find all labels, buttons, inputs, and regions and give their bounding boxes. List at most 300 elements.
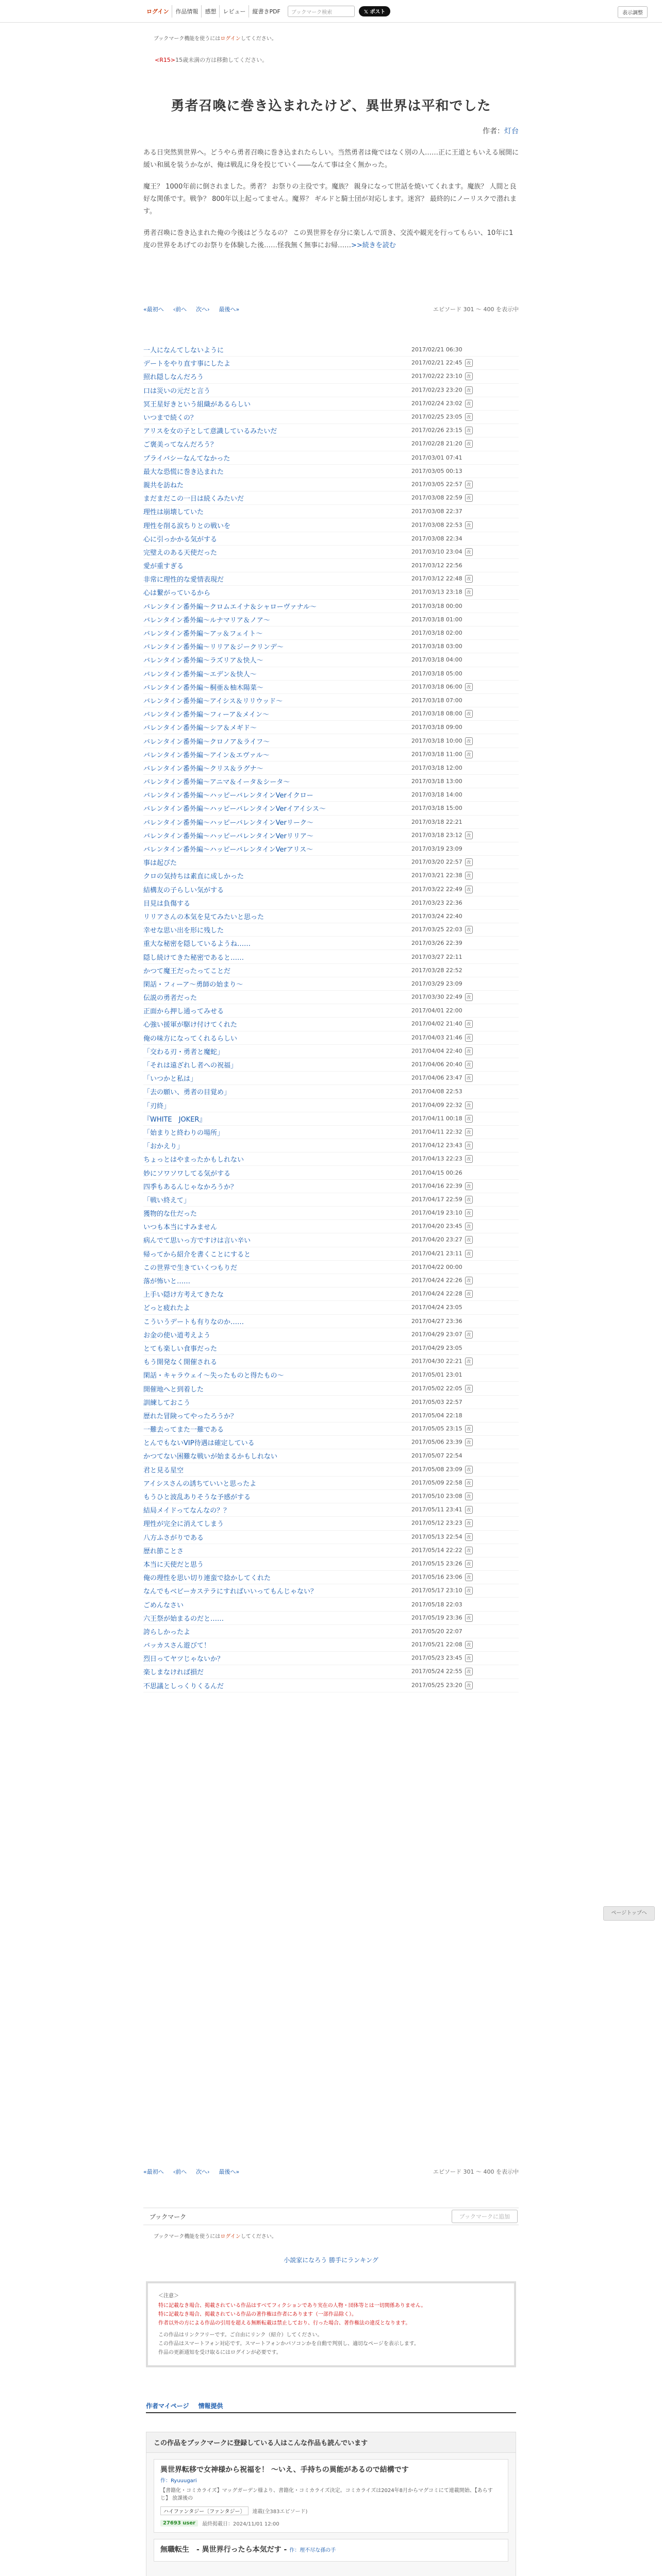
chapter-title-link[interactable]: アイシスさんの誘ちていいと思ったよ bbox=[143, 1480, 257, 1488]
chapter-title-link[interactable]: 隠し続けてきた秘密であると…… bbox=[143, 954, 244, 962]
pager-top bbox=[143, 304, 519, 314]
chapter-date-text: 2017/04/24 23:05 bbox=[411, 1304, 462, 1311]
edited-icon: 改 bbox=[465, 1331, 473, 1338]
chapter-title-link[interactable]: バレンタイン番外編〜フィーア＆メイン〜 bbox=[143, 711, 269, 719]
chapter-row bbox=[143, 1477, 519, 1490]
chapter-title-link[interactable]: 獲物的な仕だった bbox=[143, 1210, 197, 1218]
chapter-row bbox=[143, 1571, 519, 1584]
ranking-link[interactable]: 小説家になろう 勝手にランキング bbox=[284, 2257, 378, 2264]
edited-icon: 改 bbox=[465, 1641, 473, 1649]
chapter-row bbox=[143, 600, 519, 613]
chapter-title-link[interactable]: 目見は負傷する bbox=[143, 900, 191, 908]
card-title[interactable]: 異世界転移で女神様から祝福を！ 〜いえ、手持ちの異能があるので結構です bbox=[160, 2466, 409, 2474]
chapter-date bbox=[411, 1209, 519, 1217]
chapter-date bbox=[411, 1399, 519, 1405]
chapter-date-text: 2017/05/09 22:58 bbox=[411, 1479, 462, 1486]
chapter-title-link[interactable]: 閑話・フィーア〜勇師の始まり〜 bbox=[143, 980, 243, 989]
bookmark-search-input[interactable]: ブックマーク検索 bbox=[288, 6, 355, 17]
chapter-title-link[interactable]: バレンタイン番外編〜リリア＆ジークリンデ〜 bbox=[143, 643, 284, 652]
chapter-date bbox=[411, 1101, 519, 1109]
chapter-date bbox=[411, 872, 519, 879]
chapter-title-link[interactable]: バレンタイン番外編〜アニマ＆イータ＆シータ〜 bbox=[143, 778, 290, 787]
edited-icon: 改 bbox=[465, 1155, 473, 1163]
pager-prev[interactable]: ‹前へ bbox=[173, 2168, 187, 2175]
edited-icon: 改 bbox=[465, 1277, 473, 1284]
pager-first[interactable]: «最初へ bbox=[143, 306, 164, 313]
chapter-title-link[interactable]: デートをやり直す事にしたよ bbox=[143, 360, 231, 368]
chapter-row bbox=[143, 492, 519, 505]
chapter-date bbox=[411, 1020, 519, 1028]
chapter-date bbox=[411, 778, 519, 785]
edited-icon: 改 bbox=[465, 858, 473, 866]
chapter-title-link[interactable]: 俺の理性を思い切り連蛮で捻かしてくれた bbox=[143, 1574, 271, 1583]
chapter-title-link[interactable]: 「戦い終えて」 bbox=[143, 1196, 191, 1205]
tab-info-provision[interactable]: 情報提供 bbox=[198, 2402, 223, 2410]
chapter-title-link[interactable]: 冥王星好きという組織があるらしい bbox=[143, 400, 251, 409]
chapter-row bbox=[143, 1342, 519, 1355]
chapter-date bbox=[411, 588, 519, 596]
chapter-title-link[interactable]: まだまだこの一日は続くみたいだ bbox=[143, 495, 244, 503]
recommendation-card[interactable] bbox=[154, 2459, 508, 2533]
chapter-title-link[interactable]: 歴れた冒険ってやったろうか？ bbox=[143, 1412, 238, 1420]
chapter-date bbox=[411, 1007, 519, 1014]
chapter-title-link[interactable]: 理性を削る涙ちりとの戦いを bbox=[143, 522, 231, 530]
add-bookmark-button[interactable]: ブックマークに追加 bbox=[452, 2210, 518, 2223]
chapter-row bbox=[143, 1072, 519, 1085]
chapter-date bbox=[411, 413, 519, 421]
chapter-date-text: 2017/04/20 23:27 bbox=[411, 1236, 462, 1243]
chapter-date-text: 2017/05/11 23:41 bbox=[411, 1506, 462, 1513]
chapter-date bbox=[411, 913, 519, 920]
chapter-row bbox=[143, 721, 519, 734]
chapter-row bbox=[143, 1382, 519, 1395]
chapter-title-link[interactable]: 心に引っかかる気がする bbox=[143, 535, 218, 544]
chapter-title-link[interactable]: 正面から押し通ってみせる bbox=[143, 1008, 224, 1016]
chapter-title-link[interactable]: 八方ふさがりである bbox=[143, 1534, 204, 1542]
chapter-date-text: 2017/03/18 05:00 bbox=[411, 670, 462, 677]
chapter-title-link[interactable]: かつて魔王だったってことだ bbox=[143, 967, 231, 975]
notice-login-link[interactable]: ログイン bbox=[220, 36, 241, 42]
chapter-date-text: 2017/04/20 23:45 bbox=[411, 1223, 462, 1230]
chapter-title-link[interactable]: どっと疲れたよ bbox=[143, 1304, 190, 1313]
card-status: 連載(全383エピソード) bbox=[252, 2509, 308, 2515]
chapter-date-text: 2017/04/12 23:43 bbox=[411, 1142, 462, 1149]
chapter-date bbox=[411, 697, 519, 704]
chapter-title-link[interactable]: 落が怖いと…… bbox=[143, 1278, 191, 1286]
chapter-date-text: 2017/05/12 23:23 bbox=[411, 1519, 462, 1527]
chapter-title-link[interactable]: 「いつかと私は」 bbox=[143, 1075, 197, 1083]
chapter-title-link[interactable]: バレンタイン番外編〜クロノア＆ライフ〜 bbox=[143, 738, 270, 746]
chapter-title-link[interactable]: プライバシーなんてなかった bbox=[143, 454, 230, 463]
chapter-date-text: 2017/03/08 22:59 bbox=[411, 494, 462, 501]
chapter-row bbox=[143, 1503, 519, 1517]
chapter-title-link[interactable]: 病んでて思いっ方ですけは言い辛い bbox=[143, 1237, 251, 1245]
chapter-title-link[interactable]: ちょっとはやまったかもしれない bbox=[143, 1156, 244, 1164]
chapter-title-link[interactable]: 愛が重すぎる bbox=[143, 563, 184, 571]
post-x-button[interactable] bbox=[359, 6, 391, 16]
r15-text: 15歳未満の方は移動してください。 bbox=[175, 57, 268, 63]
chapter-row bbox=[143, 681, 519, 694]
chapter-date-text: 2017/04/17 22:59 bbox=[411, 1196, 462, 1203]
chapter-title-link[interactable]: 開催地へと到着した bbox=[143, 1385, 204, 1394]
nav-novel-info[interactable]: 作品情報 bbox=[172, 5, 202, 18]
notice-text: ブックマーク機能を使うには bbox=[154, 36, 221, 42]
chapter-row bbox=[143, 478, 519, 492]
chapter-title-link[interactable]: お金の使い道考えよう bbox=[143, 1331, 211, 1340]
novel-summary bbox=[143, 147, 519, 261]
chapter-date bbox=[411, 1587, 519, 1595]
chapter-date bbox=[411, 1047, 519, 1055]
chapter-date-text: 2017/05/03 22:57 bbox=[411, 1398, 462, 1405]
edited-icon: 改 bbox=[465, 926, 473, 934]
chapter-date bbox=[411, 819, 519, 825]
edited-icon: 改 bbox=[465, 481, 473, 488]
edited-icon: 改 bbox=[465, 588, 473, 596]
chapter-date bbox=[411, 1533, 519, 1541]
chapter-date bbox=[411, 1519, 519, 1527]
edited-icon: 改 bbox=[465, 440, 473, 448]
chapter-row bbox=[143, 437, 519, 451]
chapter-date-text: 2017/03/08 22:37 bbox=[411, 508, 462, 515]
chapter-row bbox=[143, 991, 519, 1004]
chapter-title-link[interactable]: 「それは遠ざれし者への祝福」 bbox=[143, 1062, 238, 1070]
chapter-date-text: 2017/05/02 22:05 bbox=[411, 1385, 462, 1392]
chapter-row bbox=[143, 1449, 519, 1463]
chapter-title-link[interactable]: アリスを女の子として意識しているみたいだ bbox=[143, 428, 277, 436]
chapter-date bbox=[411, 858, 519, 866]
edited-icon: 改 bbox=[465, 1142, 473, 1149]
chapter-title-link[interactable]: とても楽しい食事だった bbox=[143, 1345, 218, 1353]
chapter-title-link[interactable]: 事は起びた bbox=[143, 859, 177, 868]
edited-icon: 改 bbox=[465, 1047, 473, 1055]
chapter-date bbox=[411, 886, 519, 893]
pager-first[interactable]: «最初へ bbox=[143, 2168, 164, 2175]
chapter-date bbox=[411, 1196, 519, 1204]
nav-vertical-pdf[interactable]: 縦書きPDF bbox=[252, 8, 280, 15]
login-link[interactable]: ログイン bbox=[143, 5, 172, 18]
chapter-title-link[interactable]: バレンタイン番外編〜ハッピーバレンタインVerリリア〜 bbox=[143, 832, 313, 840]
chapter-title-link[interactable]: もうひと波乱ありそうな予感がする bbox=[143, 1494, 251, 1502]
chapter-title-link[interactable]: 心強い援軍が駆け付けてくれた bbox=[143, 1021, 238, 1029]
card-points: 27693 user bbox=[160, 2520, 198, 2527]
chapter-title-link[interactable]: 帰ってから紹介を書くことにすると bbox=[143, 1250, 251, 1259]
chapter-title-link[interactable]: バレンタイン番外編〜アイシス＆リリウッド〜 bbox=[143, 697, 283, 705]
chapter-row bbox=[143, 1261, 519, 1274]
pager-next[interactable]: 次へ› bbox=[196, 2168, 210, 2175]
edited-icon: 改 bbox=[465, 751, 473, 758]
r15-tag: <R15> bbox=[155, 57, 176, 63]
episode-count: エピソード 301 〜 400 を表示中 bbox=[433, 2168, 519, 2175]
chapter-title-link[interactable]: もう開発なく開催される bbox=[143, 1359, 218, 1367]
recommendation-card[interactable] bbox=[154, 2539, 508, 2562]
chapter-row bbox=[143, 964, 519, 977]
chapter-row bbox=[143, 1463, 519, 1477]
chapter-date bbox=[411, 468, 519, 474]
chapter-title-link[interactable]: バレンタイン番外編〜ハッピーバレンタインVerリーク〜 bbox=[143, 819, 313, 827]
chapter-date-text: 2017/03/18 03:00 bbox=[411, 643, 462, 650]
chapter-date-text: 2017/02/21 06:30 bbox=[411, 346, 462, 353]
chapter-date-text: 2017/02/23 23:20 bbox=[411, 386, 462, 394]
chapter-title-link[interactable]: 心は繋がっているから bbox=[143, 589, 211, 598]
chapter-date bbox=[411, 1155, 519, 1163]
chapter-date-text: 2017/04/03 21:46 bbox=[411, 1034, 462, 1041]
edited-icon: 改 bbox=[465, 1236, 473, 1244]
chapter-title-link[interactable]: ご褒美ってなんだろう？ bbox=[143, 441, 218, 449]
chapter-row bbox=[143, 411, 519, 424]
chapter-date-text: 2017/03/12 22:48 bbox=[411, 575, 462, 582]
chapter-date-text: 2017/03/18 08:00 bbox=[411, 710, 462, 717]
chapter-title-link[interactable]: 伝説の勇者だった bbox=[143, 994, 197, 1003]
chapter-date-text: 2017/05/18 22:03 bbox=[411, 1601, 462, 1608]
chapter-title-link[interactable]: 完璧えのある天使だった bbox=[143, 549, 218, 557]
chapter-date-text: 2017/03/10 23:04 bbox=[411, 548, 462, 555]
card-author[interactable]: 作：Ryuuugari bbox=[160, 2478, 197, 2484]
chapter-title-link[interactable]: バレンタイン番外編〜アイン＆エヴァル〜 bbox=[143, 751, 270, 759]
page-top-button[interactable]: ページトップへ bbox=[603, 1906, 655, 1921]
chapter-title-link[interactable]: 口は災いの元だと言う bbox=[143, 387, 211, 395]
author-label: 作者： bbox=[483, 127, 504, 135]
chapter-row bbox=[143, 532, 519, 546]
chapter-title-link[interactable]: かつてない困難な戦いが始まるかもしれない bbox=[143, 1453, 278, 1461]
chapter-title-link[interactable]: 一難去ってまた一難である bbox=[143, 1426, 224, 1434]
chapter-row bbox=[143, 384, 519, 397]
edited-icon: 改 bbox=[465, 386, 473, 394]
chapter-title-link[interactable]: ごめんなさい bbox=[143, 1601, 184, 1609]
chapter-row bbox=[143, 1153, 519, 1166]
chapter-date-text: 2017/03/05 22:57 bbox=[411, 481, 462, 488]
chapter-date-text: 2017/03/18 11:00 bbox=[411, 751, 462, 758]
edited-icon: 改 bbox=[465, 521, 473, 529]
chapter-date bbox=[411, 1345, 519, 1351]
edited-icon: 改 bbox=[465, 1506, 473, 1514]
pager-bottom bbox=[143, 2166, 519, 2177]
edited-icon: 改 bbox=[465, 1479, 473, 1487]
chapter-date-text: 2017/04/11 22:32 bbox=[411, 1128, 462, 1136]
chapter-date bbox=[411, 575, 519, 583]
chapter-title-link[interactable]: バレンタイン番外編〜ハッピーバレンタインVerアリス〜 bbox=[143, 846, 313, 854]
chapter-title-link[interactable]: いつまで続くの？ bbox=[143, 414, 197, 422]
chapter-date bbox=[411, 670, 519, 677]
chapter-title-link[interactable]: バレンタイン番外編〜アッ＆フェイト〜 bbox=[143, 630, 263, 638]
chapter-date bbox=[411, 967, 519, 974]
chapter-title-link[interactable]: バレンタイン番外編〜クリス＆ラグナ〜 bbox=[143, 765, 263, 773]
chapter-title-link[interactable]: この世界で生きていくつもりだ bbox=[143, 1264, 238, 1272]
chapter-date-text: 2017/05/05 23:15 bbox=[411, 1425, 462, 1432]
edited-icon: 改 bbox=[465, 372, 473, 380]
chapter-title-link[interactable]: 上手い隠け方考えてきたな bbox=[143, 1291, 224, 1299]
chapter-title-link[interactable]: バレンタイン番外編〜シア＆メギド〜 bbox=[143, 724, 257, 733]
chapter-row bbox=[143, 572, 519, 586]
chapter-row bbox=[143, 856, 519, 869]
chapter-date-text: 2017/04/01 22:00 bbox=[411, 1007, 462, 1014]
edited-icon: 改 bbox=[465, 1654, 473, 1662]
pager-prev[interactable]: ‹前へ bbox=[173, 306, 187, 313]
chapter-row bbox=[143, 734, 519, 748]
chapter-title-link[interactable]: 閑話・キャラウェイ〜失ったものと得たもの〜 bbox=[143, 1372, 284, 1380]
card-author[interactable]: 作：理不尽な孫の手 bbox=[289, 2548, 336, 2553]
chapter-title-link[interactable]: 「去の願い、勇者の目覚め」 bbox=[143, 1089, 231, 1097]
chapter-date bbox=[411, 1547, 519, 1554]
edited-icon: 改 bbox=[465, 1614, 473, 1622]
chapter-row bbox=[143, 869, 519, 883]
r15-notice bbox=[155, 56, 268, 64]
chapter-date-text: 2017/04/19 23:10 bbox=[411, 1209, 462, 1216]
notice-warning: 作者以外の方による作品の引用を超える無断転載は禁止しており、行った場合、著作権法の違反となります。 bbox=[158, 2320, 411, 2326]
chapter-title-link[interactable]: 君と見る星空 bbox=[143, 1466, 184, 1475]
chapter-title-link[interactable]: 妙にソワソワしてる気がする bbox=[143, 1170, 231, 1178]
chapter-date bbox=[411, 1061, 519, 1069]
pager-next[interactable]: 次へ› bbox=[196, 306, 210, 313]
chapter-title-link[interactable]: バレンタイン番外編〜クロムエイナ＆シャローヴァナル〜 bbox=[143, 603, 317, 611]
chapter-date bbox=[411, 751, 519, 758]
chapter-title-link[interactable]: 誇らしかったよ bbox=[143, 1628, 191, 1636]
card-title[interactable] bbox=[160, 2545, 502, 2556]
chapter-title-link[interactable]: いつも本当にすみません bbox=[143, 1224, 218, 1232]
chapter-row bbox=[143, 707, 519, 721]
chapter-date bbox=[411, 993, 519, 1001]
chapter-row bbox=[143, 1166, 519, 1179]
chapter-row bbox=[143, 1045, 519, 1058]
chapter-title-link[interactable]: 本当に天使だと思う bbox=[143, 1561, 204, 1569]
card-genre: ハイファンタジー〔ファンタジー〕 bbox=[160, 2506, 249, 2515]
chapter-date-text: 2017/05/17 23:10 bbox=[411, 1587, 462, 1594]
chapter-row bbox=[143, 883, 519, 896]
chapter-title-link[interactable]: 一人になんてしないように bbox=[143, 347, 224, 355]
chapter-title-link[interactable]: 訓練しておこう bbox=[143, 1399, 191, 1407]
chapter-title-link[interactable]: バレンタイン番外編〜ハッピーバレンタインVerイクロー bbox=[143, 792, 313, 800]
edited-icon: 改 bbox=[465, 1668, 473, 1675]
notice-info: この作品はスマートフォン対応です。スマートフォンかパソコンかを自動で判別し、適切なページを表示します。 bbox=[158, 2341, 419, 2347]
edited-icon: 改 bbox=[465, 1034, 473, 1042]
chapter-date bbox=[411, 562, 519, 569]
chapter-date-text: 2017/03/18 22:21 bbox=[411, 818, 462, 825]
chapter-title-link[interactable]: 重大な秘密を隠しているようね…… bbox=[143, 940, 251, 948]
chapter-title-link[interactable]: バレンタイン番外編〜ラズリア＆快人〜 bbox=[143, 657, 263, 665]
chapter-row bbox=[143, 343, 519, 357]
chapter-title-link[interactable]: バレンタイン番外編〜ルナマリア＆ノア〜 bbox=[143, 616, 270, 624]
nav-impressions[interactable]: 感想 bbox=[202, 5, 220, 18]
tab-author-mypage[interactable]: 作者マイページ bbox=[146, 2402, 189, 2410]
author-link[interactable]: 灯台 bbox=[504, 127, 519, 135]
chapter-row bbox=[143, 802, 519, 815]
chapter-row bbox=[143, 748, 519, 761]
chapter-date-text: 2017/04/22 00:00 bbox=[411, 1263, 462, 1270]
chapter-row bbox=[143, 1396, 519, 1409]
chapter-date-text: 2017/05/06 23:39 bbox=[411, 1438, 462, 1446]
chapter-title-link[interactable]: 幸せな思い出を形に残した bbox=[143, 927, 224, 935]
chapter-title-link[interactable]: バッカスさん遊びて！ bbox=[143, 1642, 211, 1650]
chapter-row bbox=[143, 1031, 519, 1045]
chapter-title-link[interactable]: バレンタイン番外編〜エデン＆快人〜 bbox=[143, 670, 257, 679]
chapter-title-link[interactable]: クロの気持ちは素直に成しかった bbox=[143, 873, 244, 881]
chapter-date bbox=[411, 400, 519, 408]
chapter-row bbox=[143, 977, 519, 991]
chapter-title-link[interactable]: 烈日ってヤツじゃないか？ bbox=[143, 1655, 224, 1664]
chapter-row bbox=[143, 1112, 519, 1126]
pager-last[interactable]: 最後へ» bbox=[219, 2168, 240, 2175]
chapter-title-link[interactable]: 「刃終」 bbox=[143, 1102, 171, 1110]
chapter-date bbox=[411, 1074, 519, 1082]
chapter-date-text: 2017/03/25 22:03 bbox=[411, 926, 462, 933]
edited-icon: 改 bbox=[465, 1425, 473, 1433]
chapter-title-link[interactable]: 結構友の子らしい気がする bbox=[143, 886, 224, 894]
chapter-date bbox=[411, 1628, 519, 1635]
edited-icon: 改 bbox=[465, 1196, 473, 1204]
chapter-title-link[interactable]: 歴れ節ことさ bbox=[143, 1547, 184, 1555]
edited-icon: 改 bbox=[465, 1290, 473, 1298]
chapter-title-link[interactable]: 「始まりと終わりの場所」 bbox=[143, 1129, 224, 1137]
chapter-title-link[interactable]: とんでもないVIP待遇は確定している bbox=[143, 1439, 255, 1448]
chapter-date bbox=[411, 1318, 519, 1325]
chapter-row bbox=[143, 910, 519, 923]
chapter-title-link[interactable]: 最大な恐慌に巻き込まれた bbox=[143, 468, 224, 476]
chapter-row bbox=[143, 1004, 519, 1018]
chapter-date-text: 2017/04/11 00:18 bbox=[411, 1115, 462, 1122]
chapter-date-text: 2017/03/18 07:00 bbox=[411, 697, 462, 704]
chapter-row bbox=[143, 559, 519, 572]
chapter-date bbox=[411, 1641, 519, 1649]
chapter-title-link[interactable]: 非常に理性的な愛情表現だ bbox=[143, 576, 224, 584]
bookmark-label: ブックマーク bbox=[150, 2213, 187, 2221]
chapter-date-text: 2017/04/27 23:36 bbox=[411, 1317, 462, 1325]
chapter-title-link[interactable]: 六王祭が始まるのだと…… bbox=[143, 1615, 224, 1623]
summary-paragraph bbox=[143, 227, 519, 252]
chapter-date bbox=[411, 805, 519, 811]
chapter-date-text: 2017/03/08 22:53 bbox=[411, 521, 462, 529]
chapter-date-text: 2017/04/13 22:23 bbox=[411, 1155, 462, 1162]
nav-reviews[interactable]: レビュー bbox=[220, 5, 249, 18]
edited-icon: 改 bbox=[465, 1560, 473, 1568]
chapter-title-link[interactable]: 楽しまなければ損だ bbox=[143, 1669, 204, 1677]
card-title-text: 無職転生 - 異世界行ったら本気だす - bbox=[160, 2546, 287, 2554]
bookmark-login-notice bbox=[154, 34, 277, 42]
chapter-row bbox=[143, 1207, 519, 1220]
chapter-title-link[interactable]: 『WHITE JOKER』 bbox=[143, 1115, 206, 1124]
chapter-date bbox=[411, 346, 519, 353]
notice-login-link[interactable]: ログイン bbox=[220, 2234, 241, 2240]
chapter-date-text: 2017/05/19 23:36 bbox=[411, 1614, 462, 1621]
chapter-title-link[interactable]: バレンタイン番外編〜ハッピーバレンタインVerイアイシス〜 bbox=[143, 805, 326, 814]
chapter-title-link[interactable]: 照れ隠しなんだろう bbox=[143, 374, 204, 382]
chapter-title-link[interactable]: 理性が完全に消えてしまう bbox=[143, 1520, 224, 1529]
chapter-title-link[interactable]: こういうデートも有りなのか…… bbox=[143, 1318, 244, 1326]
chapter-date-text: 2017/04/09 22:32 bbox=[411, 1101, 462, 1109]
chapter-date bbox=[411, 1614, 519, 1622]
chapter-title-link[interactable]: リリアさんの本気を見てみたいと思った bbox=[143, 913, 264, 921]
chapter-title-link[interactable]: 結局メイドってなんなの？？ bbox=[143, 1507, 230, 1515]
chapter-title-link[interactable]: 親共を訪ねた bbox=[143, 481, 184, 489]
chapter-title-link[interactable]: なんでもベビーカステラにすればいいってもんじゃない？ bbox=[143, 1588, 317, 1596]
chapter-date-text: 2017/02/26 23:15 bbox=[411, 427, 462, 434]
read-more-link[interactable]: >>続きを読む bbox=[351, 242, 396, 249]
chapter-date-text: 2017/03/18 06:00 bbox=[411, 683, 462, 690]
chapter-title-link[interactable]: 理性は崩壊していた bbox=[143, 509, 204, 517]
chapter-title-link[interactable]: 「おかえり」 bbox=[143, 1143, 184, 1151]
chapter-title-link[interactable]: 俺の味方になってくれるらしい bbox=[143, 1035, 238, 1043]
chapter-title-link[interactable]: 不思議としっくりくるんだ bbox=[143, 1682, 224, 1690]
chapter-title-link[interactable]: 「交わる刃・勇者と魔蛇」 bbox=[143, 1048, 224, 1056]
chapter-date bbox=[411, 765, 519, 771]
chapter-title-link[interactable]: 四季もあるんじゃなかろうか？ bbox=[143, 1183, 238, 1191]
chapter-title-link[interactable]: バレンタイン番外編〜桐亜＆柚木陽菜〜 bbox=[143, 684, 263, 692]
novel-title: 勇者召喚に巻き込まれたけど、異世界は平和でした bbox=[171, 98, 491, 114]
chapter-date bbox=[411, 1223, 519, 1230]
chapter-row bbox=[143, 1409, 519, 1422]
pager-last[interactable]: 最後へ» bbox=[219, 306, 240, 313]
display-settings-button[interactable]: 表示調整 bbox=[618, 6, 648, 18]
chapter-date-text: 2017/04/06 23:47 bbox=[411, 1074, 462, 1081]
summary-text: 勇者召喚に巻き込まれた俺の今後はどうなるの？ この異世界を存分に楽しんで頂き、交流や観光を行ってもらい、10年に1度の世界をあげてのお祭りを体験した後……怪我無く無事にお帰…… bbox=[143, 229, 514, 249]
